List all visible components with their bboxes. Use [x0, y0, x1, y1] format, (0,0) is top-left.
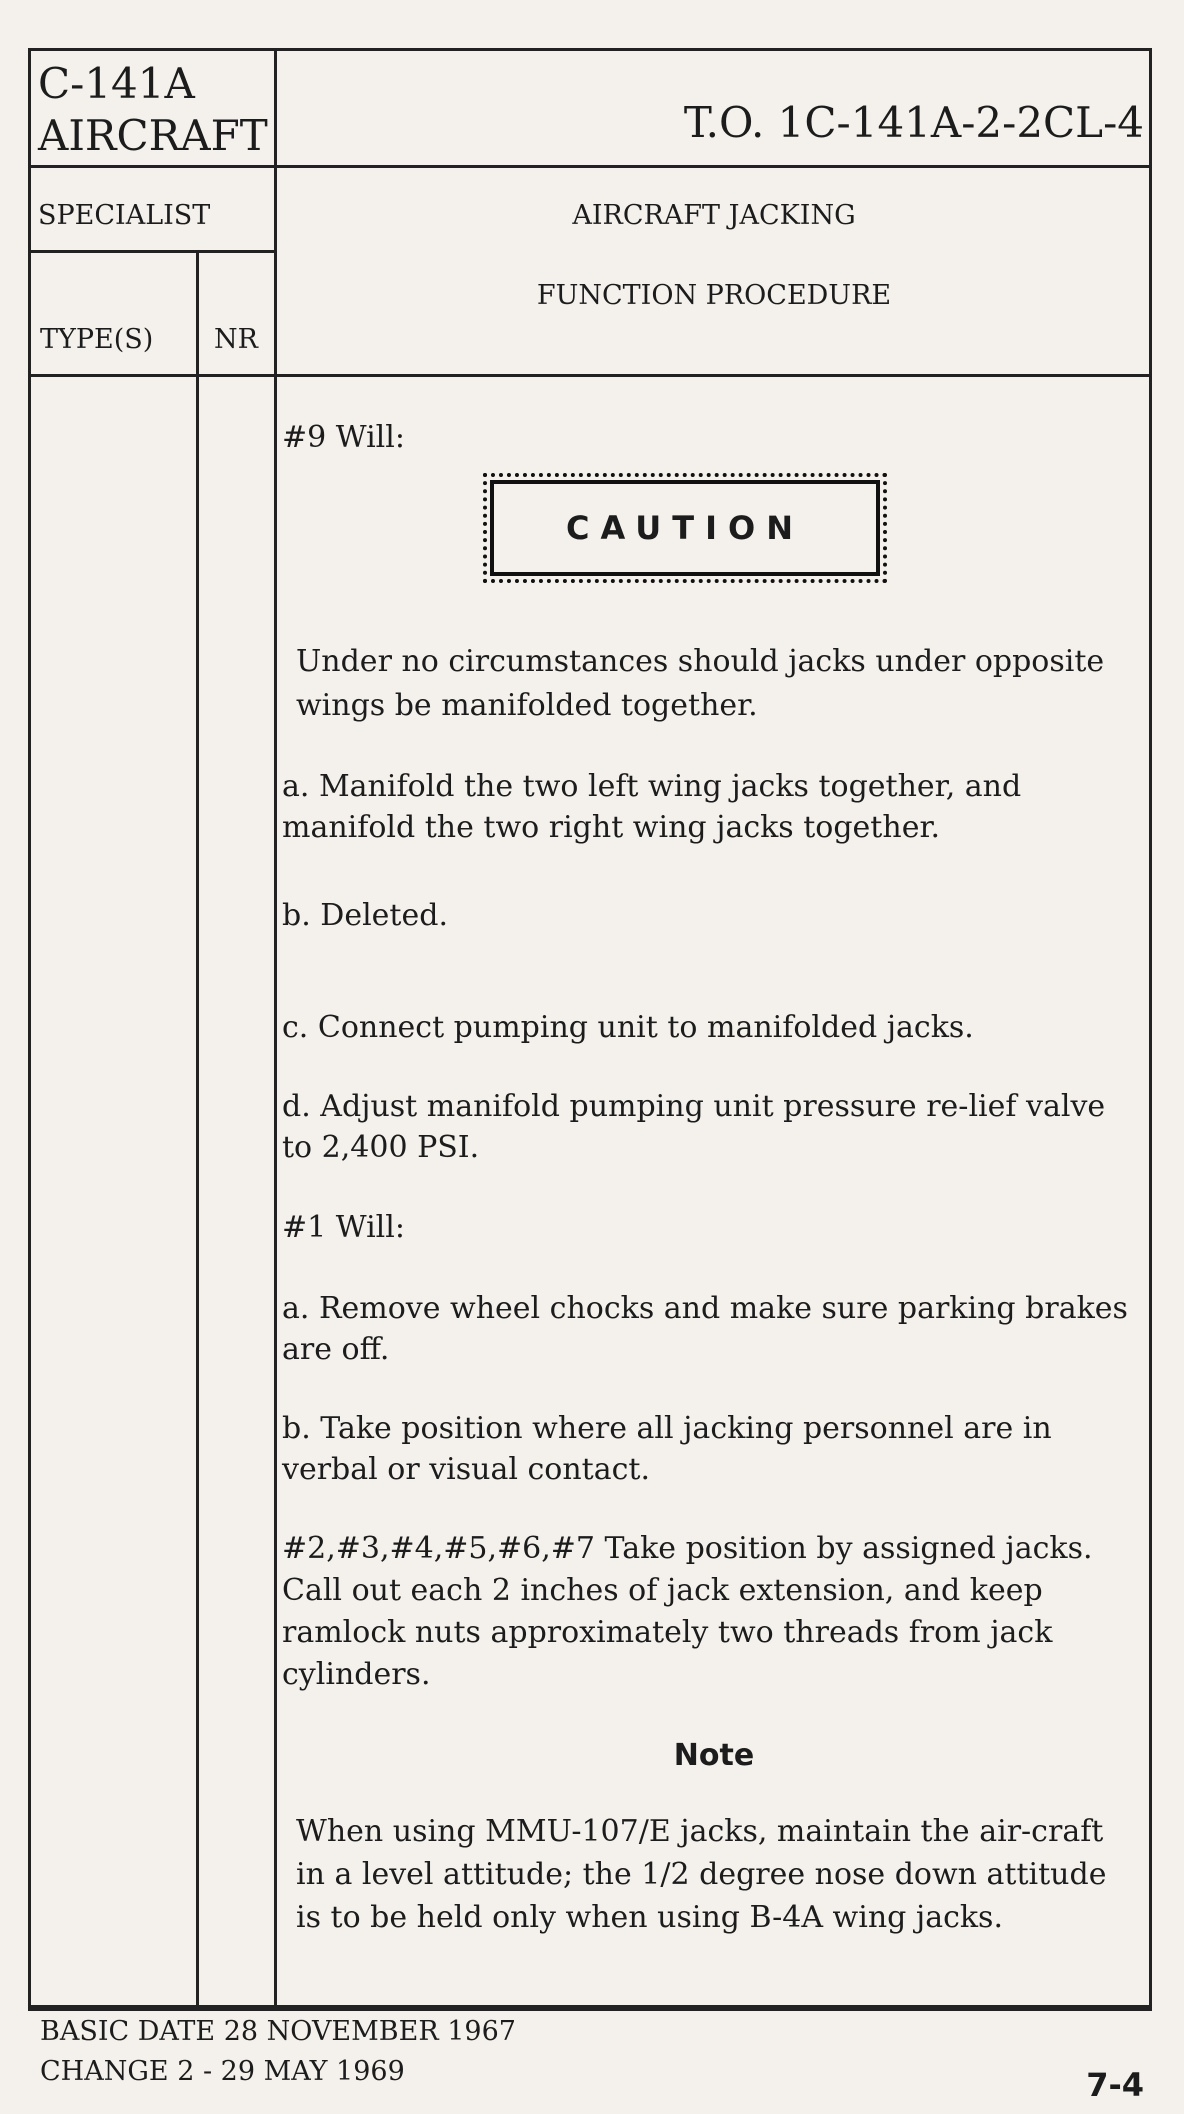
aircraft-line-1: C-141A: [38, 59, 195, 108]
caution-text: Under no circumstances should jacks under opposite wings be manifolded together.: [296, 644, 1105, 723]
left-column-divider: [274, 48, 277, 2008]
step-9c: c. Connect pumping unit to manifolded jacks.: [282, 1010, 974, 1045]
caution-banner: CAUTION: [490, 480, 880, 576]
footer-divider: [28, 2008, 1152, 2011]
step-1b: b. Take position where all jacking personnel are in verbal or visual contact.: [282, 1411, 1052, 1487]
step-9d: d. Adjust manifold pumping unit pressure re-lief valve to 2,400 PSI.: [282, 1089, 1106, 1165]
aircraft-label: [38, 58, 268, 162]
header-divider: [28, 165, 1152, 168]
page-subtitle: FUNCTION PROCEDURE: [536, 280, 892, 311]
type-nr-divider: [196, 250, 199, 2008]
step-9b: b. Deleted.: [282, 898, 448, 933]
page-title: AIRCRAFT JACKING: [572, 200, 856, 231]
to-number: T.O. 1C-141A-2-2CL-4: [683, 98, 1144, 147]
specialist-label: SPECIALIST: [38, 200, 211, 231]
other-personnel-instructions: #2,#3,#4,#5,#6,#7 Take position by assigned jacks. Call out each 2 inches of jack extension, and keep ramlock nuts approximately two threads from jack cylinders.: [282, 1531, 1093, 1692]
note-heading: Note: [673, 1738, 755, 1773]
note-text: When using MMU-107/E jacks, maintain the air-craft in a level attitude; the 1/2 degree nose down attitude is to be held only when using B-4A wing jacks.: [296, 1814, 1107, 1935]
types-label: TYPE(S): [40, 324, 154, 355]
step-9a: a. Manifold the two left wing jacks together, and manifold the two right wing jacks together.: [282, 769, 1022, 845]
nr-label: NR: [214, 324, 258, 355]
specialist-divider: [28, 250, 276, 253]
page-number: 7-4: [1086, 2066, 1144, 2104]
change-date: CHANGE 2 - 29 MAY 1969: [40, 2056, 405, 2087]
role-9-heading: #9 Will:: [282, 420, 405, 455]
basic-date: BASIC DATE 28 NOVEMBER 1967: [40, 2016, 516, 2047]
aircraft-line-2: AIRCRAFT: [38, 111, 268, 160]
role-1-heading: #1 Will:: [282, 1210, 405, 1245]
step-1a: a. Remove wheel chocks and make sure parking brakes are off.: [282, 1291, 1128, 1367]
